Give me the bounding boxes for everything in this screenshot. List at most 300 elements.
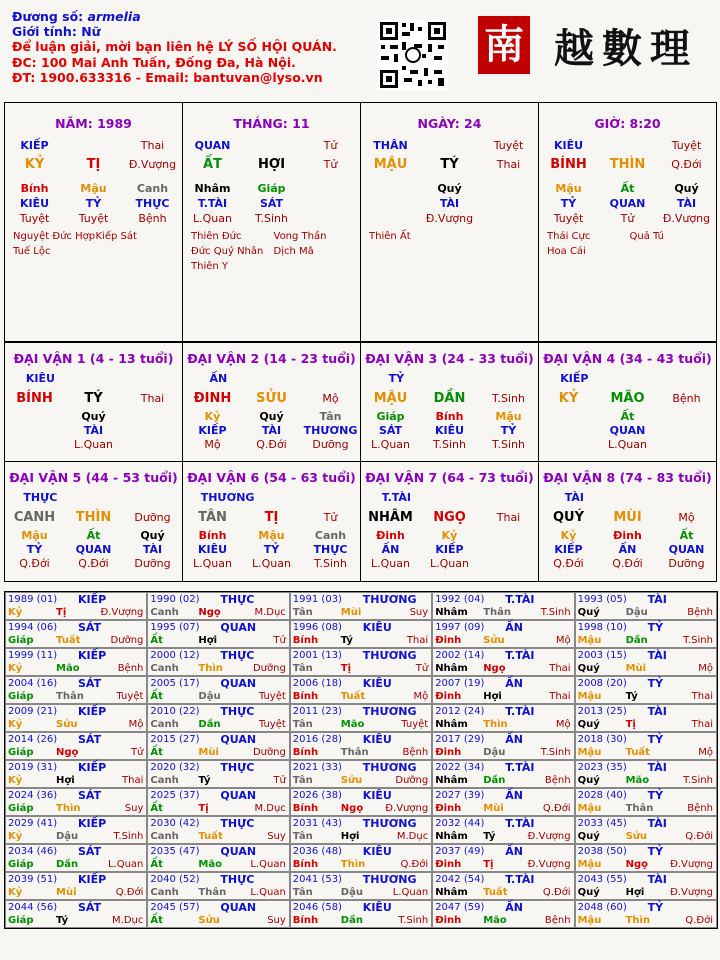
pillar-title: NĂM: 1989: [55, 116, 132, 131]
year-god: TÀI: [647, 761, 667, 774]
year-stem: Canh: [150, 607, 179, 618]
dai-van-hidden-cell: Ất: [86, 528, 101, 542]
year-state: Mộ: [555, 719, 571, 730]
year-label: 1994 (06): [8, 622, 58, 633]
year-stem: Kỷ: [8, 887, 23, 898]
hidden-stems-row-cell: Bính: [20, 182, 49, 195]
hidden-states-row: [539, 211, 716, 226]
star-name: Thiên Ất: [369, 231, 411, 242]
year-god: TỶ: [647, 845, 664, 858]
dai-van-pillar: [361, 387, 538, 409]
year-branch: Sửu: [56, 719, 78, 730]
year-branch: Mùi: [483, 803, 504, 814]
dai-van-hidden-cell: Bính: [435, 409, 464, 423]
year-god: T.TÀI: [505, 649, 535, 662]
dai-van-states-cell: Dưỡng: [668, 556, 705, 570]
dai-van-hidden: [539, 528, 716, 542]
gender-label: Giới tính:: [12, 24, 77, 40]
year-god: TÀI: [647, 705, 667, 718]
pillar-title: NGÀY: 24: [417, 116, 482, 131]
dai-van-pillar: [539, 387, 716, 409]
gender-value: Nữ: [81, 24, 101, 40]
dai-van-god-cell: T.TÀI: [381, 490, 412, 504]
year-stem: Ất: [150, 635, 163, 646]
year-god: THƯƠNG: [362, 649, 417, 662]
year-state: Suy: [267, 915, 286, 926]
dai-van-pillar-cell: TÂN: [198, 509, 227, 525]
year-branch: Mão: [56, 663, 80, 674]
dai-van-gods-cell: KIẾP: [198, 423, 227, 437]
year-label: 2023 (35): [577, 762, 627, 773]
year-god: QUAN: [220, 845, 257, 858]
year-cell: [147, 592, 289, 620]
year-god: KIÊU: [362, 621, 392, 634]
year-cell: [432, 648, 574, 676]
year-stem: Quý: [577, 831, 600, 842]
year-stem: Giáp: [8, 635, 34, 646]
dai-van-states-cell: Q.Đới: [78, 556, 109, 570]
year-cell: [290, 816, 432, 844]
hidden-gods-row-cell: TÀI: [439, 197, 460, 210]
dai-van-pillar: [183, 506, 360, 528]
year-god: T.TÀI: [505, 817, 535, 830]
year-cell: [575, 620, 717, 648]
year-cell: [432, 788, 574, 816]
year-stem: Quý: [577, 775, 600, 786]
dai-van-states-cell: T.Sinh: [433, 437, 466, 451]
year-god: TỶ: [647, 733, 664, 746]
dai-van-cell: [5, 462, 183, 581]
dai-van-pillar-cell: DẦN: [433, 390, 466, 406]
year-stem: Mậu: [577, 747, 602, 758]
year-cell: [290, 760, 432, 788]
dai-van-god: [183, 369, 360, 387]
dai-van-pillar-cell: BÍNH: [16, 390, 53, 406]
year-label: 2004 (16): [8, 678, 58, 689]
dai-van-gods-cell: QUAN: [75, 542, 112, 556]
phone-email-line: ĐT: 1900.633316 - Email: bantuvan@lyso.vn: [12, 69, 323, 85]
year-god: TÀI: [647, 817, 667, 830]
year-cell: [5, 592, 147, 620]
hidden-states-row: [183, 211, 360, 226]
year-god: ẤN: [505, 845, 523, 858]
dai-van-pillar: [183, 387, 360, 409]
year-branch: Thìn: [340, 859, 366, 870]
year-god: QUAN: [220, 677, 257, 690]
year-state: Đ.Vượng: [670, 859, 713, 870]
year-label: 1996 (08): [292, 622, 342, 633]
year-stem: Tân: [292, 887, 313, 898]
dai-van-pillar-cell: CANH: [13, 509, 56, 525]
year-stem: Kỷ: [8, 831, 23, 842]
dai-van-god-cell: KIÊU: [25, 371, 55, 385]
stem-god-row-cell: Thai: [140, 138, 165, 152]
dai-van-god: [361, 369, 538, 387]
year-cell: [147, 620, 289, 648]
year-branch: Tị: [340, 663, 352, 674]
stem-god-row-cell: Tuyệt: [671, 138, 702, 152]
dai-van-gods-cell: QUAN: [609, 423, 646, 437]
dai-van-pillar-cell: T.Sinh: [492, 391, 525, 405]
year-label: 1989 (01): [8, 594, 58, 605]
dai-van-hidden: [361, 528, 538, 542]
hidden-states-row-cell: Tuyệt: [19, 212, 50, 225]
year-state: Tuyệt: [258, 691, 286, 702]
dai-van-cell: [183, 462, 361, 581]
year-stem: Quý: [577, 663, 600, 674]
year-branch: Dần: [56, 859, 79, 870]
dai-van-gods: [361, 423, 538, 437]
hidden-states-row-cell: Tuyệt: [78, 212, 109, 225]
year-cell: [147, 900, 289, 928]
year-label: 2037 (49): [435, 846, 485, 857]
year-god: THƯƠNG: [362, 761, 417, 774]
dai-van-states: [5, 556, 182, 570]
dai-van-god: [539, 488, 716, 506]
year-god: KIÊU: [362, 845, 392, 858]
dai-van-gods-cell: TÀI: [261, 423, 282, 437]
year-stem: Canh: [150, 887, 179, 898]
year-cell: [290, 648, 432, 676]
year-state: T.Sinh: [540, 747, 571, 758]
dai-van-gods-cell: ẤN: [381, 542, 400, 556]
year-branch: Tị: [56, 607, 67, 618]
hidden-gods-row: [361, 196, 538, 211]
stem-god-row: [361, 137, 538, 153]
year-stem: Ất: [150, 803, 163, 814]
dai-van-hidden-cell: Đinh: [376, 528, 405, 542]
dai-van-pillar-cell: TỊ: [264, 509, 279, 525]
year-state: Dưỡng: [252, 663, 286, 674]
year-state: M.Dục: [396, 831, 429, 842]
year-state: Dưỡng: [395, 775, 429, 786]
year-state: M.Dục: [254, 607, 286, 618]
year-label: 1993 (05): [577, 594, 627, 605]
year-label: 2013 (25): [577, 706, 627, 717]
year-god: KIÊU: [362, 677, 392, 690]
year-label: 2036 (48): [292, 846, 342, 857]
year-god: ẤN: [505, 733, 523, 746]
dai-van-title: ĐẠI VẬN 7 (64 - 73 tuổi): [365, 470, 534, 485]
dai-van-god-cell: ẤN: [209, 371, 228, 385]
year-stem: Bính: [292, 859, 319, 870]
year-branch: Sửu: [340, 775, 363, 786]
year-branch: Tý: [625, 691, 638, 702]
year-state: Tử: [273, 775, 286, 786]
year-label: 2047 (59): [435, 902, 485, 913]
year-state: Dưỡng: [252, 747, 286, 758]
year-cell: [290, 592, 432, 620]
year-cell: [432, 900, 574, 928]
dai-van-hidden-cell: Ất: [620, 409, 635, 423]
dai-van-god: [183, 488, 360, 506]
year-label: 2002 (14): [435, 650, 485, 661]
year-stem: Đinh: [435, 747, 462, 758]
dai-van-states-cell: L.Quan: [608, 437, 647, 451]
dai-van-hidden-cell: Kỷ: [204, 409, 221, 423]
stem-branch-row-cell: THÌN: [609, 156, 646, 172]
year-cell: [575, 676, 717, 704]
dai-van-states: [539, 556, 716, 570]
year-god: KIẾP: [78, 817, 107, 830]
year-state: Thai: [549, 663, 571, 674]
stem-branch-row-cell: HỢI: [257, 156, 286, 172]
year-cell: [5, 676, 147, 704]
dai-van-cell: [5, 343, 183, 461]
star-name: Thiên Y: [191, 261, 229, 272]
year-branch: Tý: [340, 635, 353, 646]
year-label: 2035 (47): [150, 846, 200, 857]
year-god: T.TÀI: [505, 705, 535, 718]
year-label: 1997 (09): [435, 622, 485, 633]
header-info: [12, 9, 337, 85]
year-cell: [5, 844, 147, 872]
dai-van-title: ĐẠI VẬN 3 (24 - 33 tuổi): [365, 351, 534, 366]
year-god: ẤN: [505, 901, 523, 914]
dai-van-pillar: [5, 387, 182, 409]
dai-van-hidden-cell: Kỷ: [441, 528, 458, 542]
year-cell: [147, 816, 289, 844]
year-stem: Giáp: [8, 691, 34, 702]
year-cell: [575, 844, 717, 872]
year-god: KIẾP: [78, 593, 107, 606]
dai-van-states-cell: L.Quan: [193, 556, 232, 570]
dai-van-gods-cell: KIÊU: [434, 423, 465, 437]
dai-van-gods-cell: ẤN: [618, 542, 637, 556]
year-cell: [290, 732, 432, 760]
pillar-1: [5, 103, 183, 341]
year-cell: [147, 760, 289, 788]
year-god: THƯƠNG: [362, 873, 417, 886]
star-name: Đức Quý Nhân: [191, 246, 264, 257]
year-state: T.Sinh: [540, 607, 571, 618]
year-state: L.Quan: [250, 887, 286, 898]
svg-text:理: 理: [650, 25, 690, 72]
dai-van-title: ĐẠI VẬN 4 (34 - 43 tuổi): [543, 351, 712, 366]
special-stars: [13, 229, 178, 259]
year-cell: [432, 620, 574, 648]
year-state: Mộ: [413, 691, 429, 702]
star-name: Thái Cực: [547, 231, 591, 242]
year-branch: Thân: [340, 747, 369, 758]
hidden-gods-row-cell: KIÊU: [19, 197, 50, 210]
hidden-gods-row-cell: QUAN: [609, 197, 646, 210]
annual-luck-grid: [4, 591, 718, 929]
year-branch: Tý: [56, 915, 69, 926]
dai-van-pillar: [361, 506, 538, 528]
stem-branch-row-cell: BÍNH: [550, 156, 587, 172]
dai-van-pillar-cell: Mộ: [678, 510, 695, 524]
year-branch: Ngọ: [56, 747, 79, 758]
year-state: Suy: [409, 607, 429, 618]
year-branch: Tý: [198, 775, 211, 786]
year-cell: [432, 592, 574, 620]
dai-van-title: ĐẠI VẬN 2 (14 - 23 tuổi): [187, 351, 356, 366]
year-god: SÁT: [78, 733, 102, 746]
dai-van-hidden-cell: Kỷ: [560, 528, 577, 542]
year-state: Q.Đới: [400, 859, 429, 870]
dai-van-states-cell: Q.Đới: [553, 556, 584, 570]
stem-god-row-cell: QUAN: [194, 138, 231, 152]
stem-branch-row-cell: MẬU: [373, 156, 408, 172]
dai-van-hidden-cell: Giáp: [376, 409, 405, 423]
year-branch: Mùi: [625, 663, 647, 674]
year-god: QUAN: [220, 901, 257, 914]
year-stem: Đinh: [435, 803, 462, 814]
year-god: KIÊU: [362, 901, 392, 914]
year-branch: Sửu: [483, 635, 505, 646]
year-cell: [5, 704, 147, 732]
year-label: 2040 (52): [150, 874, 200, 885]
year-branch: Dậu: [483, 747, 506, 758]
year-label: 2018 (30): [577, 734, 627, 745]
year-god: THỰC: [220, 649, 255, 662]
year-cell: [432, 844, 574, 872]
stem-branch-row-cell: ẤT: [203, 156, 222, 172]
hidden-states-row-cell: L.Quan: [193, 212, 232, 225]
hidden-gods-row-cell: TÀI: [676, 197, 697, 210]
hidden-states-row-cell: T.Sinh: [255, 212, 288, 225]
year-branch: Tuất: [56, 635, 81, 646]
dai-van-states-cell: T.Sinh: [492, 437, 525, 451]
year-god: ẤN: [505, 789, 523, 802]
special-stars: [191, 229, 356, 274]
year-stem: Đinh: [435, 859, 462, 870]
year-state: L.Quan: [392, 887, 429, 898]
year-state: Q.Đới: [685, 915, 713, 926]
brand-logo: [476, 12, 701, 80]
contact-line: Để luận giải, mời bạn liên hệ LÝ SỐ HỘI QUÁN.: [12, 39, 337, 55]
year-cell: [575, 704, 717, 732]
stem-god-row: [183, 137, 360, 153]
year-state: Bệnh: [687, 607, 713, 618]
year-state: Mộ: [555, 635, 571, 646]
year-cell: [575, 732, 717, 760]
dai-van-pillar-cell: QUÝ: [552, 509, 585, 525]
dai-van-cell: [361, 462, 539, 581]
name-value: armelia: [87, 9, 141, 24]
dai-van-states: [361, 556, 538, 570]
dai-van-pillar-cell: MÙI: [613, 509, 642, 525]
dai-van-pillar-cell: MẬU: [373, 390, 408, 406]
hidden-gods-row-cell: TỶ: [560, 197, 577, 210]
year-cell: [290, 844, 432, 872]
year-branch: Hợi: [483, 691, 502, 702]
year-label: 1991 (03): [292, 594, 342, 605]
year-branch: Tị: [625, 719, 636, 730]
dai-van-gods-cell: KIẾP: [554, 542, 583, 556]
year-god: SÁT: [78, 845, 102, 858]
stem-branch-row: [539, 153, 716, 175]
dai-van-states: [5, 437, 182, 451]
year-branch: Ngọ: [483, 663, 506, 674]
year-label: 2011 (23): [292, 706, 342, 717]
year-stem: Nhâm: [435, 663, 468, 674]
year-cell: [432, 732, 574, 760]
stem-god-row-cell: KIẾP: [20, 138, 49, 152]
year-branch: Mão: [340, 719, 365, 730]
year-branch: Mão: [483, 915, 507, 926]
year-branch: Dậu: [56, 831, 79, 842]
year-stem: Canh: [150, 663, 179, 674]
dai-van-god-cell: TÀI: [564, 490, 585, 504]
year-god: TỶ: [647, 621, 664, 634]
dai-van-states-cell: Dưỡng: [134, 556, 171, 570]
year-stem: Tân: [292, 607, 313, 618]
hidden-gods-row: [183, 196, 360, 211]
year-state: L.Quan: [250, 859, 286, 870]
year-stem: Nhâm: [435, 719, 468, 730]
dai-van-states-cell: Q.Đới: [256, 437, 287, 451]
year-state: Thai: [691, 691, 713, 702]
year-god: QUAN: [220, 789, 257, 802]
dai-van-hidden: [361, 409, 538, 423]
year-god: KIẾP: [78, 873, 107, 886]
year-cell: [147, 844, 289, 872]
year-god: T.TÀI: [505, 593, 535, 606]
year-stem: Giáp: [8, 747, 34, 758]
stem-god-row-cell: Tử: [323, 138, 338, 152]
hidden-gods-row: [539, 196, 716, 211]
year-state: Đ.Vượng: [385, 803, 429, 814]
year-stem: Tân: [292, 831, 313, 842]
year-state: Tử: [130, 747, 144, 758]
year-cell: [575, 788, 717, 816]
dai-van-god: [5, 369, 182, 387]
year-label: 1992 (04): [435, 594, 485, 605]
year-stem: Bính: [292, 635, 319, 646]
year-cell: [147, 788, 289, 816]
dai-van-pillar-cell: THÌN: [75, 509, 112, 525]
year-label: 2033 (45): [577, 818, 627, 829]
year-stem: Đinh: [435, 915, 462, 926]
year-state: L.Quan: [107, 859, 144, 870]
pillar-4: [539, 103, 716, 341]
year-branch: Dần: [625, 635, 648, 646]
stem-god-row-cell: Tuyệt: [493, 138, 524, 152]
dai-van-hidden-cell: Mậu: [258, 528, 285, 542]
dai-van-gods: [361, 542, 538, 556]
hidden-gods-row-cell: THỰC: [135, 197, 170, 210]
year-cell: [432, 676, 574, 704]
year-label: 2028 (40): [577, 790, 627, 801]
year-stem: Quý: [577, 607, 600, 618]
star-name: Vong Thần: [273, 231, 327, 242]
dai-van-gods-cell: QUAN: [668, 542, 705, 556]
year-cell: [5, 816, 147, 844]
year-god: ẤN: [505, 621, 523, 634]
year-branch: Tuất: [625, 747, 650, 758]
year-state: Dưỡng: [110, 635, 144, 646]
hidden-stems-row-cell: Giáp: [257, 182, 286, 195]
year-god: KIẾP: [78, 649, 107, 662]
dai-van-god-cell: TỶ: [388, 371, 405, 385]
year-stem: Kỷ: [8, 663, 23, 674]
dai-van-gods: [539, 542, 716, 556]
year-god: THƯƠNG: [362, 705, 417, 718]
stem-branch-row: [5, 153, 182, 175]
year-cell: [575, 648, 717, 676]
dai-van-gods-cell: TÀI: [83, 423, 104, 437]
year-cell: [575, 872, 717, 900]
dai-van-pillar-cell: KỶ: [558, 390, 579, 406]
year-stem: Nhâm: [435, 887, 468, 898]
year-cell: [290, 704, 432, 732]
hidden-stems-row-cell: Quý: [674, 182, 699, 195]
year-branch: Ngọ: [625, 859, 648, 870]
year-branch: Dậu: [198, 691, 221, 702]
year-branch: Hợi: [198, 635, 218, 646]
